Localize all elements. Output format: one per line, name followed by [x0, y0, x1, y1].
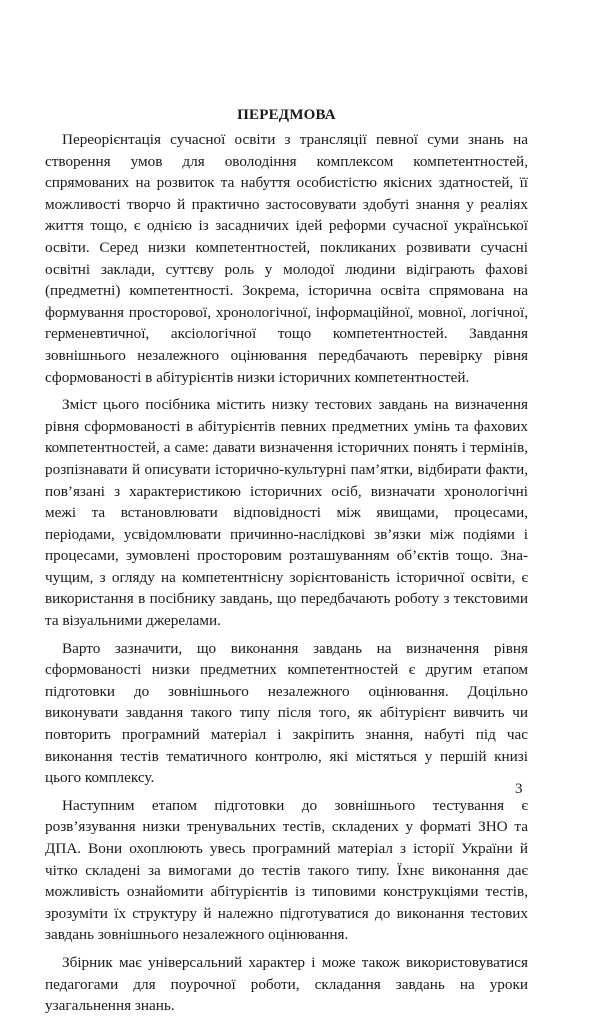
paragraph-5: Збірник має універсальний характер і може також використовуватися педагогами для поурочної роботи, складання завдань на уроки узагальнення знань.: [45, 953, 528, 1015]
paragraph-3: Варто зазначити, що виконання завдань на визначення рівня сформованості низки предметних компетентностей є другим етапом підготовки до зовнішнього незалежного оцінювання. Доцільно виконувати завдання такого типу після того, як абітурієнт вивчить чи повторить програмний матеріал і закріпить знання, набуті під час виконання тестів тематичного контролю, які містяться у першій книзі цього комплексу.: [45, 639, 528, 787]
paragraph-2: Зміст цього посібника містить низку тестових завдань на визначення рівня сформованості в абітурієнтів певних предметних умінь та фахових компетентностей, а саме: давати визначення історичних понять і термінів, розпізнавати й описувати історично-культурні пам’ятки, відбирати факти, пов’язані з характеристикою історичних осіб, визначати хронологічні межі та встановлювати відповідності між явищами, процесами, періодами, усвідомлювати причинно-наслідкові зв’язки між подіями і процесами, зумовлені просторовим розташуванням об’єктів тощо. Значущим, з огляду на компетентнісну зорієнтованість історичної освіти, є використання в посібнику завдань, що передбачають роботу з текстовими та візуальними джерелами.: [45, 396, 528, 630]
paragraph-4: Наступним етапом підготовки до зовнішнього тестування є розв’язування низки тренувальних тестів, складених у форматі ЗНО та ДПА. Вони охоплюють увесь програмний матеріал з історії України й чітко складені за вимогами до тестів такого типу. Їхнє виконання дає можливість ознайомити абітурієнтів із типовими конструкціями тестів, зрозуміти їх структуру й належно підготуватися до виконання тестових завдань зовнішнього незалежного оцінювання.: [45, 796, 528, 944]
page-number: 3: [515, 781, 523, 797]
paragraph-1: Переорієнтація сучасної освіти з трансляції певної суми знань на створення умов для оволодіння комплексом компетентностей, спрямованих на розвиток та набуття особистістю якісних здатностей, її можливості творчо й практично застосовувати здобуті знання у реаліях життя тощо, є однією із засадничих ідей реформи сучасної української освіти. Серед низки компетентностей, покликаних розвивати сучасні освітні заклади, суттєву роль у молодої людини відіграють фахові (предметні) компетентності. Зокрема, історична освіта спрямована на формування просторової, хронологічної, інформаційної, мовної, логічної, герменевтичної, аксіологічної тощо компетентностей. Завдання зовнішнього незалежного оцінювання передбачають перевірку рівня сформованості в абітурієнтів низки історичних компетентностей.: [45, 131, 528, 386]
page-title: ПЕРЕДМОВА: [237, 107, 336, 123]
document-page: [45, 104, 528, 1017]
